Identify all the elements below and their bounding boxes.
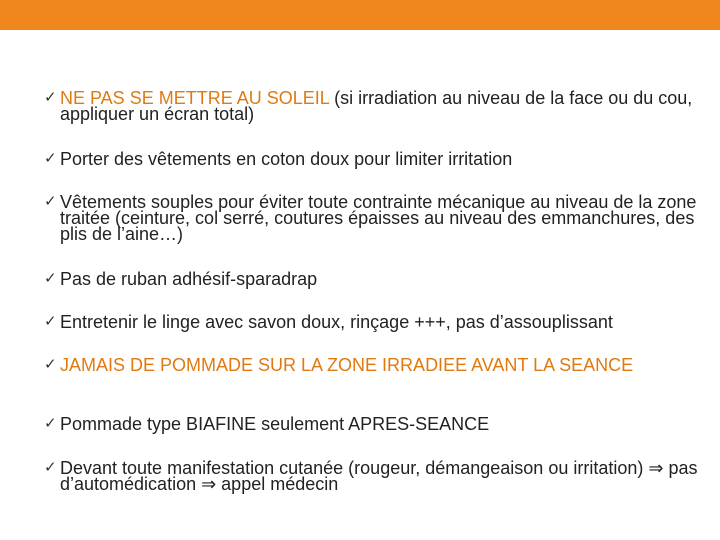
highlight-text: JAMAIS DE POMMADE SUR LA ZONE IRRADIEE AVANT LA SEANCE: [60, 355, 634, 375]
check-icon: ✓: [44, 89, 57, 106]
list-item: [44, 194, 710, 242]
list-item: [44, 357, 710, 373]
item-text: Pas de ruban adhésif-sparadrap: [60, 269, 318, 289]
list-item: [44, 416, 710, 432]
item-text: Pommade type BIAFINE seulement APRES-SEANCE: [60, 414, 490, 434]
check-icon: ✓: [44, 150, 57, 167]
item-text: Porter des vêtements en coton doux pour limiter irritation: [60, 149, 513, 169]
highlight-text: NE PAS SE METTRE AU SOLEIL: [60, 88, 335, 108]
list-item: [44, 314, 710, 330]
check-icon: ✓: [44, 270, 57, 287]
list-item: [44, 460, 710, 492]
check-icon: ✓: [44, 459, 57, 476]
item-text: Vêtements souples pour éviter toute contrainte mécanique au niveau de la zone traitée (ceinture, col serré, coutures épaisses au niveau des emmanchures, des plis de l’aine…): [60, 192, 697, 244]
item-text: Entretenir le linge avec savon doux, rinçage +++, pas d’assouplissant: [60, 312, 613, 332]
list-item: [44, 271, 710, 287]
check-icon: ✓: [44, 313, 57, 330]
item-text: Devant toute manifestation cutanée (rougeur, démangeaison ou irritation) ⇒ pas d’automédication ⇒ appel médecin: [60, 458, 698, 494]
list-item: [44, 151, 710, 167]
list-item: [44, 90, 710, 122]
check-icon: ✓: [44, 356, 57, 373]
item-text: (si irradiation au niveau de la face ou du cou, appliquer un écran total): [60, 88, 693, 124]
check-icon: ✓: [44, 415, 57, 432]
accent-bar: [0, 0, 720, 30]
check-icon: ✓: [44, 193, 57, 210]
